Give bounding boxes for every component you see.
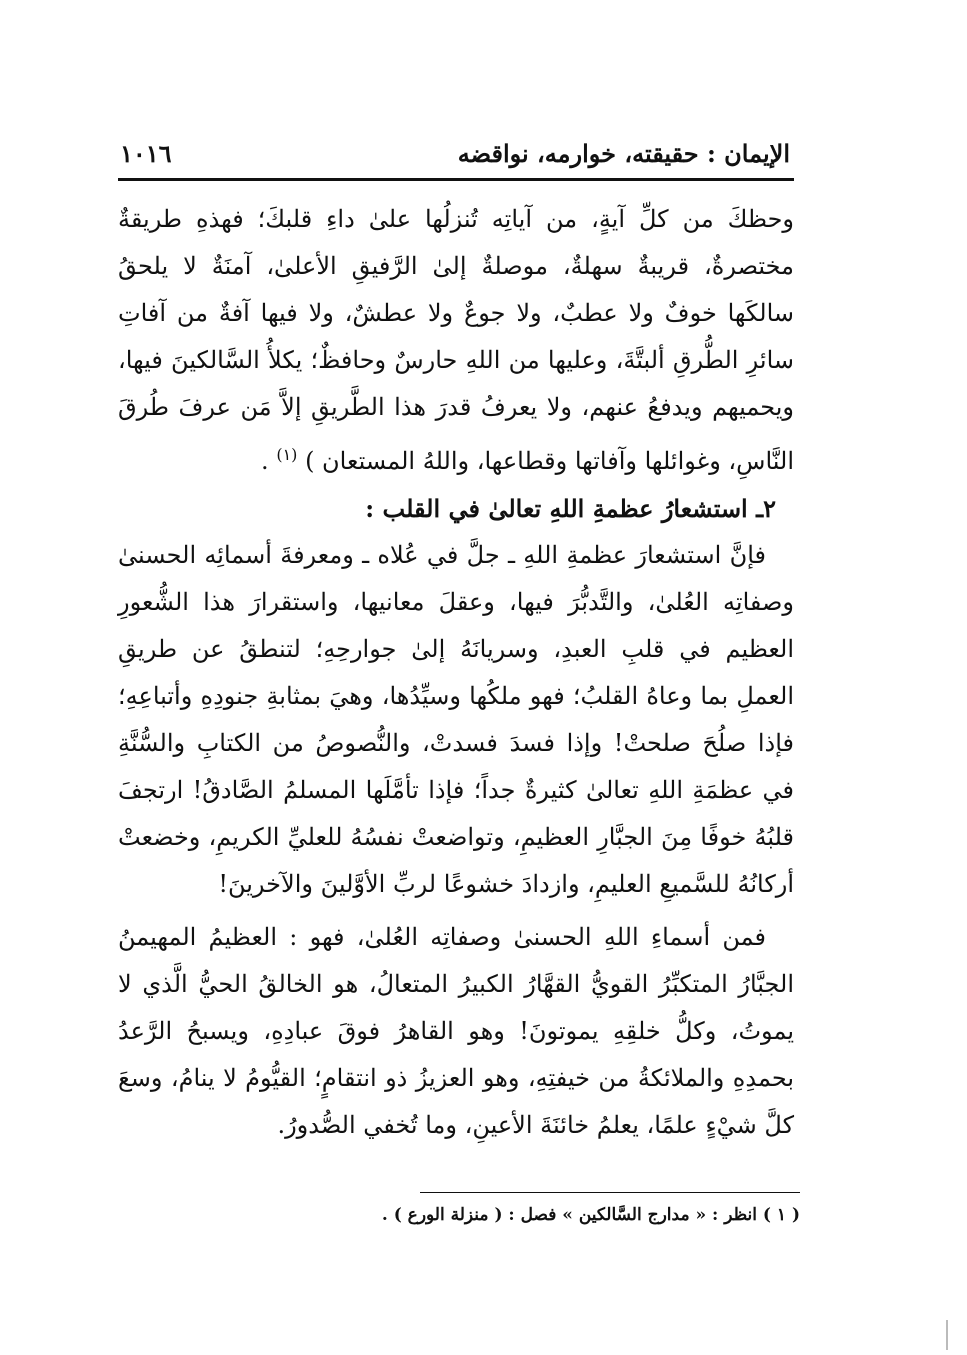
scan-edge-mark <box>946 1320 948 1350</box>
paragraph-2: فإنَّ استشعارَ عظمةِ اللهِ ـ جلَّ في عُلاه ـ ومعرفةَ أسمائِه الحسنىٰ وصفاتِه العُلىٰ، والتَّدبُّرَ فيها، وعقلَ معانيها، واستقرارَ هذا الشُّعورِ العظيم في قلبِ العبدِ، وسريانَهُ إلىٰ جوارحِهِ؛ لتنطقُ عن طريقِ العملِ بما وعاهُ القلبُ؛ فهو ملكُها وسيِّدُها، وهيَ بمثابةِ جنودِهِ وأتباعِهِ؛ فإذا صلُحَ صلحتْ! وإذا فسدَ فسدتْ، والنُّصوصُ من الكتابِ والسُّنَّةِ في عظمَةِ اللهِ تعالىٰ كثيرةٌ جداً؛ فإذا تأمَّلَها المسلمُ الصَّادقُ! ارتجفَ قلبُهُ خوفًا مِنَ الجبَّارِ العظيمِ، وتواضعتْ نفسُهُ للعليِّ الكريمِ، وخضعتْ أركانُهُ للسَّميعِ العليمِ، وازدادَ خشوعًا لربِّ الأوَّلينَ والآخرينَ! <box>118 541 795 898</box>
header-rule <box>118 178 794 181</box>
footnote: ( ١ ) انظر : « مدارج السَّالكين » فصل : ( منزلة الورع ) . <box>381 1205 800 1225</box>
paragraph-1-text: وحظكَ من كلِّ آيةٍ، من آياتِه تُنزلُها علىٰ داءِ قلبكَ؛ فهذهِ طريقةٌ مختصرةٌ، قريبةٌ سهلةٌ، موصلةٌ إلىٰ الرَّفيقِ الأعلىٰ، آمنَةٌ لا يلحقُ سالكَها خوفٌ ولا عطبٌ، ولا جوعٌ ولا عطشٌ، ولا فيها آفةٌ من آفاتِ سائرِ الطُّرقِ ألبتَّةَ، وعليها من اللهِ حارسٌ وحافظٌ؛ يكلأُ السَّالكينَ فيها، ويحميهم ويدفعُ عنهم، ولا يعرفُ قدرَ هذا الطَّريقِ إلاَّ مَن عرفَ طُرقَ النَّاسِ، وغوائلها وآفاتها وقطاعها، واللهُ المستعان ) <box>118 205 794 475</box>
paragraph-1-end: . <box>261 447 269 475</box>
running-title: الإيمان : حقيقته، خوارمه، نواقضه <box>457 138 790 168</box>
page-number: ١٠١٦ <box>120 138 172 168</box>
page-header <box>120 138 790 168</box>
paragraph-3: فمن أسماءِ اللهِ الحسنىٰ وصفاتِه العُلىٰ، فهو : العظيمُ المهيمنُ الجبَّارُ المتكبِّرُ القويُّ القهَّارُ الكبيرُ المتعالُ، هو الخالقُ الحيُّ الَّذي لا يموتُ، وكلُّ خلقِهِ يموتونَ! وهو القاهرُ فوقَ عبادِهِ، ويسبحُ الرَّعدُ بحمدِهِ والملائكةُ من خيفتِهِ، وهو العزيزُ ذو انتقامٍ؛ القيُّومُ لا ينامُ، وسعَ كلَّ شيْءٍ علمًا، يعلمُ خائنَةَ الأعينِ، وما تُخفي الصُّدورُ. <box>118 923 794 1139</box>
section-heading: ٢ـ استشعارُ عظمةِ اللهِ تعالىٰ في القلب : <box>365 494 776 523</box>
footnote-rule <box>420 1192 800 1193</box>
body-text <box>118 196 794 1149</box>
paragraph-1 <box>118 196 794 485</box>
footnote-reference: (١) <box>276 445 298 464</box>
